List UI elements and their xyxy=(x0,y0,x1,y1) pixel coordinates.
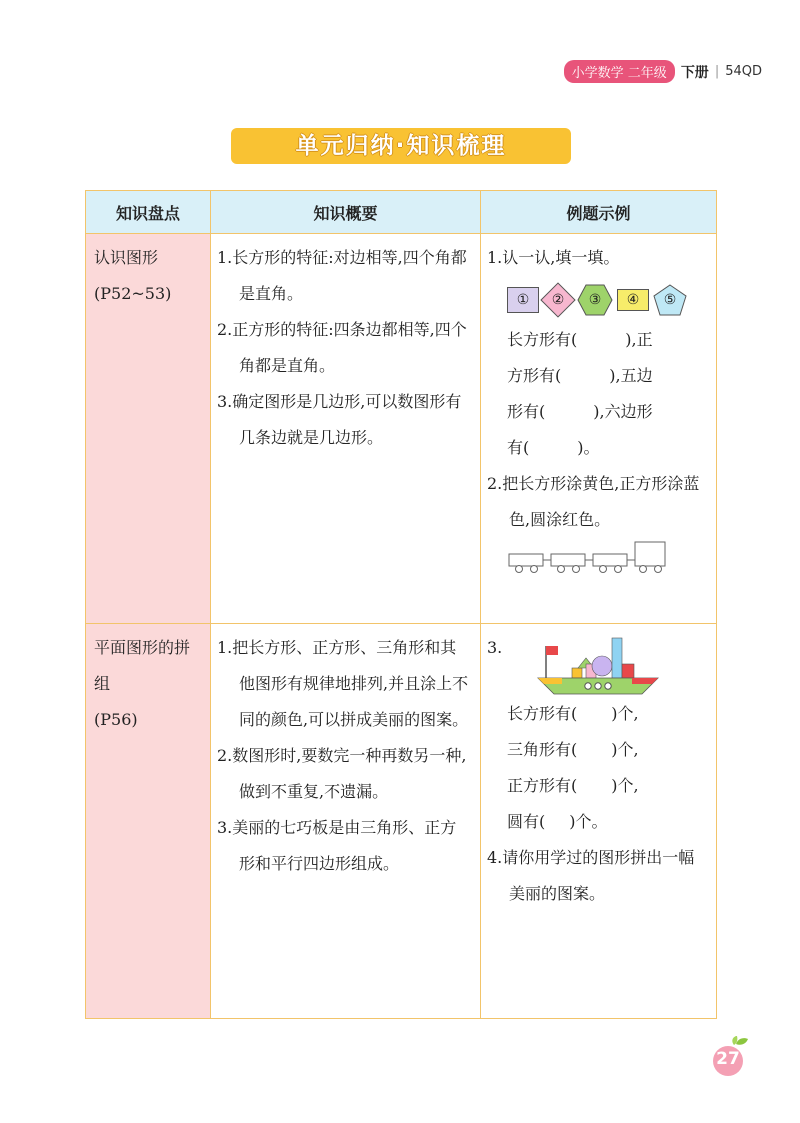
fill-blank-line: 长方形有( )个, xyxy=(507,704,639,723)
topic-pages: (P56) xyxy=(94,710,138,729)
col-header-example: 例题示例 xyxy=(481,191,717,234)
fill-blank-line: 正方形有( )个, xyxy=(507,776,639,795)
pentagon-shape: ⑤ xyxy=(653,284,687,316)
example-cell xyxy=(481,624,717,1019)
overview-cell xyxy=(211,624,481,1019)
table-row xyxy=(86,624,717,1019)
question-number: 3. xyxy=(487,638,503,657)
topic-name: 平面图形的拼组 xyxy=(94,638,191,693)
table-row xyxy=(86,234,717,624)
overview-point: 3.美丽的七巧板是由三角形、正方形和平行四边形组成。 xyxy=(217,818,457,873)
fill-blank-line: 形有( ),六边形 xyxy=(507,402,653,421)
fill-blank-line: 有( )。 xyxy=(507,438,600,457)
fill-blank-line: 方形有( ),五边 xyxy=(507,366,653,385)
fill-blank-line: 圆有( )个。 xyxy=(507,812,608,831)
shapes-row xyxy=(507,282,708,318)
overview-cell xyxy=(211,234,481,624)
topic-cell xyxy=(86,234,211,624)
page-header xyxy=(564,60,762,83)
header-divider: | xyxy=(714,64,720,79)
summary-table xyxy=(85,190,717,1019)
section-title: 单元归纳·知识梳理 xyxy=(231,128,571,164)
question-text: 2.把长方形涂黄色,正方形涂蓝色,圆涂红色。 xyxy=(487,474,700,529)
question-text: 1.认一认,填一填。 xyxy=(487,248,620,267)
topic-cell xyxy=(86,624,211,1019)
col-header-overview: 知识概要 xyxy=(211,191,481,234)
train-icon xyxy=(507,538,677,574)
boat-icon xyxy=(532,634,662,696)
col-header-topic: 知识盘点 xyxy=(86,191,211,234)
topic-pages: (P52~53) xyxy=(94,284,172,303)
overview-point: 2.数图形时,要数完一种再数另一种,做到不重复,不遗漏。 xyxy=(217,746,467,801)
rectangle-shape: ④ xyxy=(617,289,649,311)
hexagon-shape: ③ xyxy=(577,284,613,316)
example-cell xyxy=(481,234,717,624)
overview-point: 1.长方形的特征:对边相等,四个角都是直角。 xyxy=(217,248,467,303)
fill-blank-line: 长方形有( ),正 xyxy=(507,330,653,349)
question-text: 4.请你用学过的图形拼出一幅美丽的图案。 xyxy=(487,848,695,903)
page-number: 27 xyxy=(716,1049,740,1069)
overview-point: 1.把长方形、正方形、三角形和其他图形有规律地排列,并且涂上不同的颜色,可以拼成美丽的图案。 xyxy=(217,638,469,729)
topic-name: 认识图形 xyxy=(94,248,159,267)
term-label: 下册 xyxy=(680,64,709,81)
train-figure xyxy=(507,538,708,587)
square-shape: ② xyxy=(543,285,573,315)
overview-point: 2.正方形的特征:四条边都相等,四个角都是直角。 xyxy=(217,320,467,375)
rectangle-shape: ① xyxy=(507,287,539,313)
page-number-badge xyxy=(708,1036,750,1078)
series-pill: 小学数学 二年级 xyxy=(564,60,675,83)
table-header-row xyxy=(86,191,717,234)
fill-blank-line: 三角形有( )个, xyxy=(507,740,639,759)
overview-point: 3.确定图形是几边形,可以数图形有几条边就是几边形。 xyxy=(217,392,462,447)
edition-label: 54QD xyxy=(725,64,762,79)
